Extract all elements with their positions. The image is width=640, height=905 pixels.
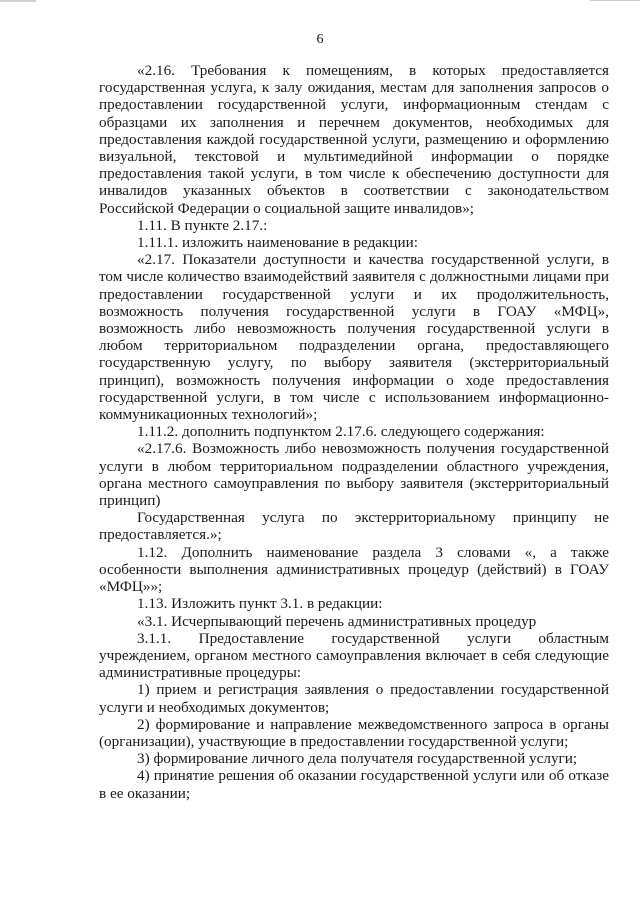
paragraph-1-11-1: 1.11.1. изложить наименование в редакции: bbox=[137, 234, 419, 252]
paragraph-2-16: «2.16. Требования к помещениям, в которых предоставляется государственная услуга, к залу ожидания, местам для заполнения запросов о предоставлении государственной услуги, информационным стендам с образцами их заполнения и перечнем документов, необходимых для предоставления каждой государственной услуги, размещению и оформлению визуальной, текстовой и мультимедийной информации о порядке предоставления такой услуги, в том числе к обеспечению доступности для инвалидов указанных объектов в соответствии с законодательством Российской Федерации о социальной защите инвалидов»; bbox=[99, 62, 609, 217]
document-body bbox=[99, 62, 609, 802]
paragraph-1-12: 1.12. Дополнить наименование раздела 3 словами «, а также особенности выполнения административных процедур (действий) в ГОАУ «МФЦ»»; bbox=[99, 543, 609, 596]
list-item-4: 4) принятие решения об оказании государственной услуги или об отказе в ее оказании; bbox=[99, 767, 609, 802]
scan-edge-mark bbox=[0, 0, 36, 2]
paragraph-3-1: «3.1. Исчерпывающий перечень административных процедур bbox=[137, 612, 537, 630]
paragraph-1-13: 1.13. Изложить пункт 3.1. в редакции: bbox=[137, 595, 383, 613]
scan-edge-mark bbox=[590, 0, 640, 1]
list-item-2: 2) формирование и направление межведомственного запроса в органы (организации), участвующие в предоставлении государственной услуги; bbox=[99, 715, 609, 750]
list-item-3: 3) формирование личного дела получателя государственной услуги; bbox=[137, 750, 578, 768]
paragraph-3-1-1: 3.1.1. Предоставление государственной услуги областным учреждением, органом местного самоуправления включает в себя следующие административные процедуры: bbox=[99, 629, 609, 682]
paragraph-not-provided: Государственная услуга по экстерриториальному принципу не предоставляется.»; bbox=[99, 509, 609, 544]
page-number: 6 bbox=[316, 32, 324, 47]
paragraph-1-11-2: 1.11.2. дополнить подпунктом 2.17.6. следующего содержания: bbox=[137, 423, 545, 441]
paragraph-2-17-6: «2.17.6. Возможность либо невозможность получения государственной услуги в любом территориальном подразделении областного учреждения, органа местного самоуправления по выбору заявителя (экстерриториальный принцип) bbox=[99, 440, 609, 510]
list-item-1: 1) прием и регистрация заявления о предоставлении государственной услуги и необходимых документов; bbox=[99, 681, 609, 716]
paragraph-1-11: 1.11. В пункте 2.17.: bbox=[137, 216, 268, 234]
paragraph-2-17: «2.17. Показатели доступности и качества государственной услуги, в том числе количество взаимодействий заявителя с должностными лицами при предоставлении государственной услуги и их продолжительность, возможность получения государственной услуги в ГОАУ «МФЦ», возможность либо невозможность получения государственной услуги в любом территориальном подразделении органа, предоставляющего государственную услугу, по выбору заявителя (экстерриториальный принцип), возможность получения информации о ходе предоставления государственной услуги, в том числе с использованием информационно-коммуникационных технологий»; bbox=[99, 251, 609, 424]
